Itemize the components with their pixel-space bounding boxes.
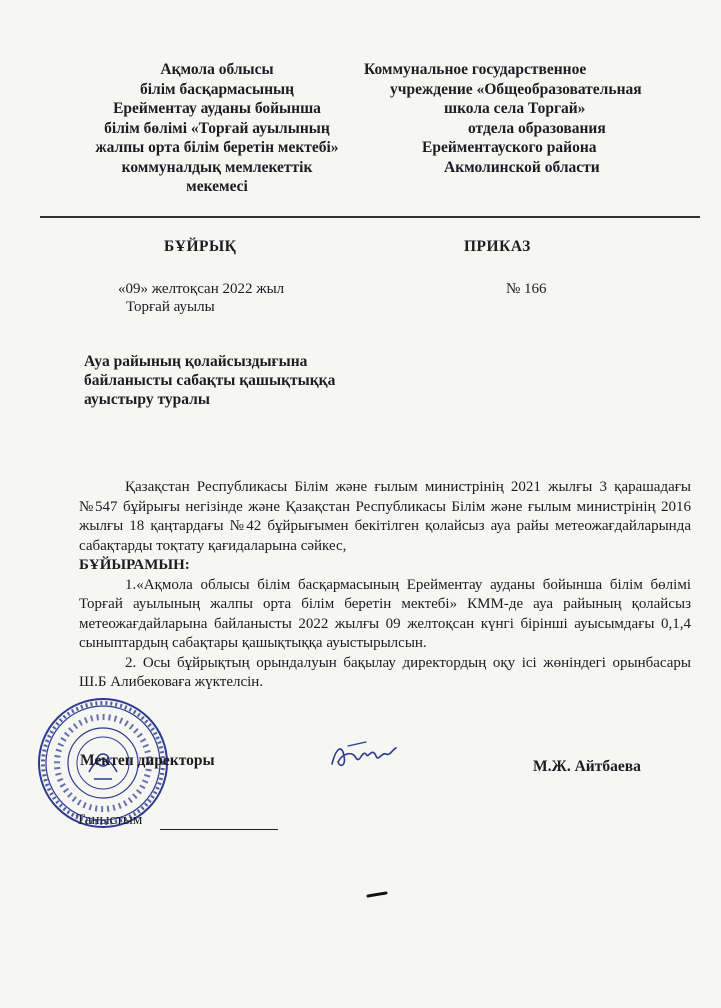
header-left-line: мекемесі (186, 178, 248, 195)
order-date: «09» желтоқсан 2022 жыл (118, 281, 285, 297)
header-left-line: білім бөлімі «Торғай ауылының (104, 119, 330, 137)
order-title-ru: ПРИКАЗ (464, 238, 531, 255)
subject-line: Ауа райының қолайсыздығына (84, 353, 308, 370)
header-right-line: отдела образования (468, 119, 606, 137)
preamble: Қазақстан Республикасы Білім және ғылым министрінің 2021 жылғы 3 қарашадағы №547 бұйрығы негізінде және Қазақстан Республикасы Білім және ғылым министрінің 2016 жылғы 18 қаңтардағы №42 бұйрығымен бекітілген қолайсыз ауа райы метеожағдайларында сабақтарды тоқтату қағидаларына сәйкес, (79, 479, 691, 554)
header-right-line: Акмолинской области (444, 158, 600, 176)
header-divider (40, 216, 700, 218)
signatory-name: М.Ж. Айтбаева (533, 758, 641, 775)
order-item: 2. Осы бұйрықтың орындалуын бақылау директордың оқу ісі жөніндегі орынбасары Ш.Б Алибековаға жүктелсін. (79, 654, 691, 690)
order-place: Торғай ауылы (126, 299, 215, 315)
header-left (72, 60, 362, 197)
header-left-line: білім басқармасының (139, 80, 295, 98)
signatory-title: Мектеп директоры (80, 752, 215, 769)
header-right-line: школа села Торгай» (444, 100, 586, 117)
order-number: № 166 (506, 281, 547, 297)
signature-icon (326, 736, 400, 776)
imperative: БҰЙЫРАМЫН: (79, 557, 190, 573)
order-subject (84, 352, 384, 409)
header-right-line: Коммунальное государственное (364, 61, 587, 78)
subject-line: ауыстыру туралы (84, 391, 210, 408)
acknowledged-signature-line (160, 829, 278, 830)
subject-line: байланысты сабақты қашықтыққа (84, 372, 336, 389)
header-left-line: Ерейментау ауданы бойынша (113, 100, 321, 117)
header-left-line: Ақмола облысы (160, 61, 274, 78)
header-left-line: жалпы орта білім беретін мектебі» (95, 139, 339, 156)
header-right-line: Ерейментауского района (422, 139, 597, 156)
order-item: 1.«Ақмола облысы білім басқармасының Ерейментау ауданы бойынша білім бөлімі Торғай ауылының жалпы орта білім беретін мектебі» КММ-де ауа райының қолайсыз метеожағдайларына байланысты 2022 жылғы 09 желтоқсан күнгі бірінші ауысымдағы 0,1,4 сыныптардың сабақтары қашықтыққа ауыстырылсын. (79, 576, 691, 651)
order-title-kz: БҰЙРЫҚ (164, 238, 237, 255)
header-left-line: коммуналдық мемлекеттік (121, 158, 313, 176)
order-body (79, 478, 691, 693)
acknowledged-label: Таныстым (76, 812, 143, 828)
header-right (356, 60, 676, 177)
ink-mark-icon (366, 890, 390, 900)
header-right-line: учреждение «Общеобразовательная (390, 80, 642, 98)
